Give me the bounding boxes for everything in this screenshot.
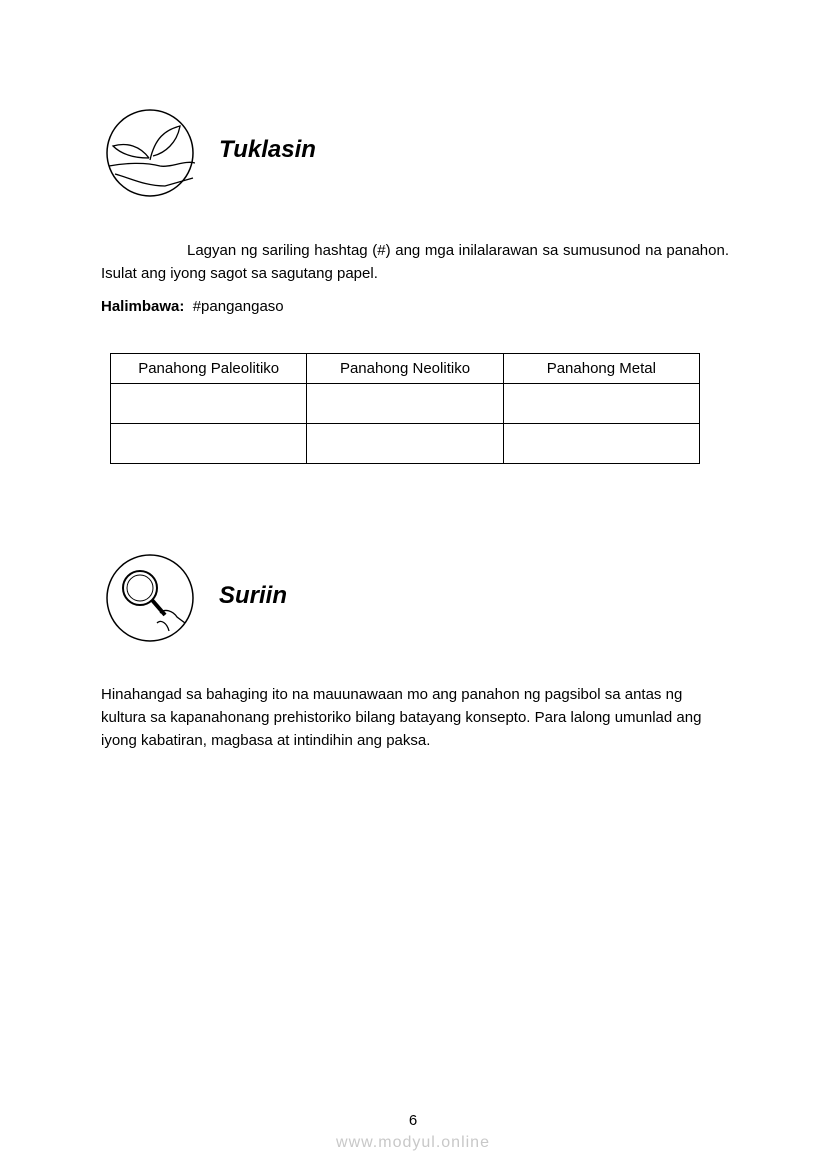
table-row xyxy=(111,384,700,424)
table-cell xyxy=(307,424,503,464)
instruction-text: Lagyan ng sariling hashtag (#) ang mga inilalarawan sa sumusunod na panahon. Isulat ang iyong sagot sa sagutang papel. xyxy=(101,242,729,282)
magnifying-glass-icon xyxy=(105,553,195,643)
hashtag-table xyxy=(110,353,700,464)
example-label: Halimbawa: xyxy=(101,298,185,315)
section-title-suriin: Suriin xyxy=(219,582,288,609)
table-header: Panahong Metal xyxy=(503,354,699,384)
table-cell xyxy=(111,424,307,464)
suriin-text: Hinahangad sa bahaging ito na mauunawaan mo ang panahon ng pagsibol sa antas ng kultura sa kapanahonang prehistoriko bilang batayang konsepto. Para lalong umunlad ang iyong kabatiran, magbasa at intindihin ang paksa. xyxy=(101,686,702,749)
example-value: #pangangaso xyxy=(192,298,284,315)
watermark: www.modyul.online xyxy=(336,1134,490,1151)
table-cell xyxy=(503,424,699,464)
table-cell xyxy=(503,384,699,424)
table-cell xyxy=(307,384,503,424)
table-header: Panahong Neolitiko xyxy=(307,354,503,384)
table-header: Panahong Paleolitiko xyxy=(111,354,307,384)
table-cell xyxy=(111,384,307,424)
example-line xyxy=(101,295,284,318)
plant-in-hand-icon xyxy=(105,108,195,198)
section-title-tuklasin: Tuklasin xyxy=(219,136,316,163)
table-row xyxy=(111,424,700,464)
page-number: 6 xyxy=(408,1112,418,1129)
